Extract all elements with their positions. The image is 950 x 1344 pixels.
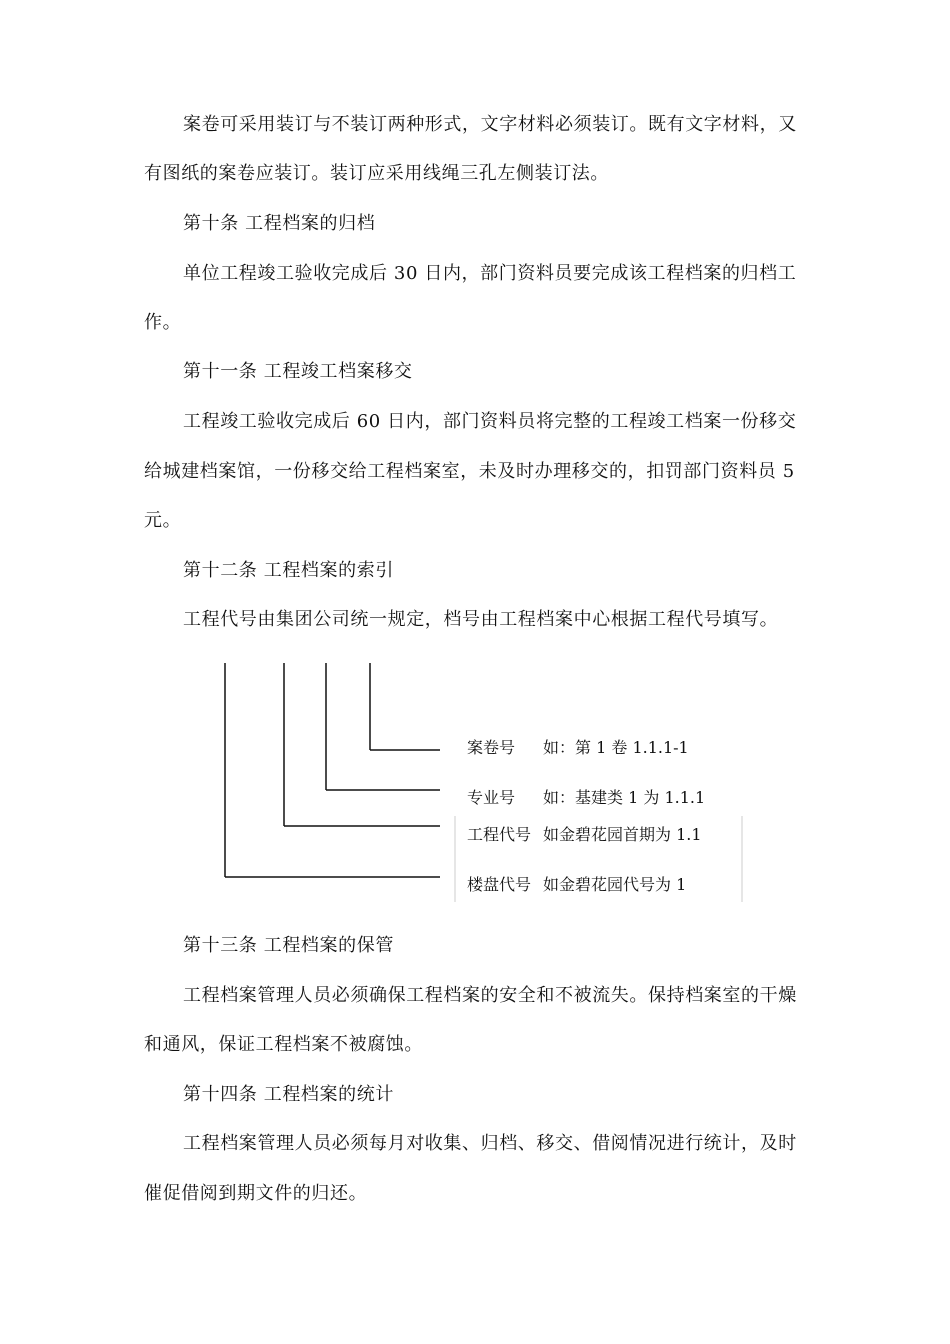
- diagram-label-project-code: 工程代号: [467, 825, 532, 844]
- paragraph-archiving-line2: 作。: [144, 312, 182, 333]
- paragraph-binding-line1: 案卷可采用装订与不装订两种形式，文字材料必须装订。既有文字材料，又: [183, 114, 797, 135]
- diagram-label-building-code: 楼盘代号: [467, 875, 532, 894]
- paragraph-custody-line2: 和通风，保证工程档案不被腐蚀。: [144, 1034, 423, 1055]
- diagram-label-specialty-no: 专业号: [467, 788, 516, 807]
- diagram-example-specialty-no: 如：基建类 1 为 1.1.1: [543, 788, 706, 807]
- paragraph-binding-line2: 有图纸的案卷应装订。装订应采用线绳三孔左侧装订法。: [144, 163, 609, 184]
- paragraph-handover-line1: 工程竣工验收完成后 60 日内，部门资料员将完整的工程竣工档案一份移交: [183, 411, 797, 432]
- diagram-example-project-code: 如金碧花园首期为 1.1: [543, 825, 702, 844]
- article-11-heading: 第十一条 工程竣工档案移交: [183, 361, 413, 382]
- paragraph-statistics-line2: 催促借阅到期文件的归还。: [144, 1183, 368, 1204]
- paragraph-handover-line3: 元。: [144, 510, 182, 531]
- diagram-label-volume-no: 案卷号: [467, 738, 516, 757]
- article-12-heading: 第十二条 工程档案的索引: [183, 560, 394, 581]
- paragraph-statistics-line1: 工程档案管理人员必须每月对收集、归档、移交、借阅情况进行统计，及时: [183, 1133, 797, 1154]
- article-13-heading: 第十三条 工程档案的保管: [183, 935, 394, 956]
- paragraph-handover-line2: 给城建档案馆，一份移交给工程档案室，未及时办理移交的，扣罚部门资料员 5: [144, 461, 795, 482]
- article-14-heading: 第十四条 工程档案的统计: [183, 1084, 394, 1105]
- paragraph-custody-line1: 工程档案管理人员必须确保工程档案的安全和不被流失。保持档案室的干燥: [183, 985, 797, 1006]
- article-10-heading: 第十条 工程档案的归档: [183, 213, 376, 234]
- diagram-example-volume-no: 如：第 1 卷 1.1.1-1: [543, 738, 689, 757]
- paragraph-archiving-line1: 单位工程竣工验收完成后 30 日内，部门资料员要完成该工程档案的归档工: [183, 263, 797, 284]
- paragraph-index: 工程代号由集团公司统一规定，档号由工程档案中心根据工程代号填写。: [183, 609, 779, 630]
- diagram-example-building-code: 如金碧花园代号为 1: [543, 875, 687, 894]
